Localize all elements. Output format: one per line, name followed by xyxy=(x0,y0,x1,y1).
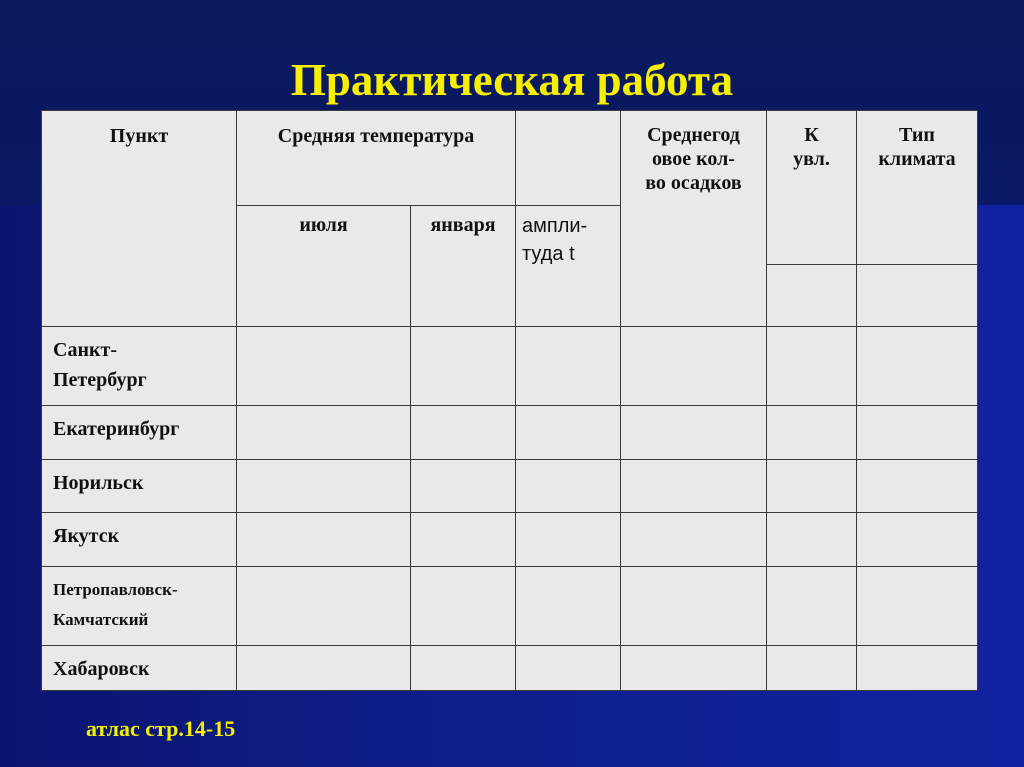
climate-type-cell[interactable] xyxy=(857,646,978,691)
header-avg-temp-label: Средняя температура xyxy=(277,125,475,147)
july-cell[interactable] xyxy=(237,460,411,513)
amplitude-cell[interactable] xyxy=(516,567,621,646)
header-k-line1: К xyxy=(804,124,819,146)
city-name-line1: Санкт- xyxy=(53,339,117,361)
july-cell[interactable] xyxy=(237,567,411,646)
amplitude-cell[interactable] xyxy=(516,513,621,567)
precipitation-cell[interactable] xyxy=(621,406,767,460)
july-cell[interactable] xyxy=(237,406,411,460)
city-cell xyxy=(42,406,237,460)
table-row xyxy=(42,567,978,646)
table-row xyxy=(42,327,978,406)
july-cell[interactable] xyxy=(237,513,411,567)
city-name: Норильск xyxy=(53,472,144,494)
city-cell xyxy=(42,460,237,513)
city-name: Якутск xyxy=(53,525,120,547)
january-cell[interactable] xyxy=(411,646,516,691)
k-uvl-cell[interactable] xyxy=(767,327,857,406)
header-precipitation xyxy=(621,111,767,327)
header-punkt xyxy=(42,111,237,327)
header-type-line1: Тип xyxy=(899,124,935,146)
july-cell[interactable] xyxy=(237,327,411,406)
header-avg-temp xyxy=(237,111,516,206)
header-january-label: января xyxy=(430,214,496,236)
climate-type-cell[interactable] xyxy=(857,460,978,513)
climate-type-cell[interactable] xyxy=(857,327,978,406)
header-precip-line1: Среднегод xyxy=(647,124,740,146)
precipitation-cell[interactable] xyxy=(621,460,767,513)
k-uvl-cell[interactable] xyxy=(767,460,857,513)
table-row xyxy=(42,460,978,513)
city-cell xyxy=(42,646,237,691)
header-type-line2: климата xyxy=(878,148,956,170)
table-row xyxy=(42,406,978,460)
july-cell[interactable] xyxy=(237,646,411,691)
climate-type-cell[interactable] xyxy=(857,406,978,460)
january-cell[interactable] xyxy=(411,406,516,460)
city-name: Екатеринбург xyxy=(53,418,180,440)
amplitude-cell[interactable] xyxy=(516,327,621,406)
precipitation-cell[interactable] xyxy=(621,646,767,691)
header-type-sub-cell[interactable] xyxy=(857,265,978,327)
header-amplitude-line1: ампли- xyxy=(522,215,588,237)
table-row xyxy=(42,513,978,567)
january-cell[interactable] xyxy=(411,327,516,406)
city-name-line1: Петропавловск- xyxy=(53,580,178,599)
city-name-line2: Камчатский xyxy=(53,610,149,629)
climate-type-cell[interactable] xyxy=(857,567,978,646)
city-name: Хабаровск xyxy=(53,658,150,680)
january-cell[interactable] xyxy=(411,513,516,567)
table-row xyxy=(42,646,978,691)
january-cell[interactable] xyxy=(411,460,516,513)
amplitude-cell[interactable] xyxy=(516,460,621,513)
k-uvl-cell[interactable] xyxy=(767,567,857,646)
city-cell xyxy=(42,567,237,646)
climate-type-cell[interactable] xyxy=(857,513,978,567)
header-july-label: июля xyxy=(299,214,348,236)
k-uvl-cell[interactable] xyxy=(767,406,857,460)
precipitation-cell[interactable] xyxy=(621,513,767,567)
precipitation-cell[interactable] xyxy=(621,567,767,646)
header-amplitude-line2: туда t xyxy=(522,243,575,265)
header-k-uvl xyxy=(767,111,857,265)
climate-table xyxy=(41,110,978,691)
precipitation-cell[interactable] xyxy=(621,327,767,406)
header-july xyxy=(237,206,411,327)
amplitude-cell[interactable] xyxy=(516,406,621,460)
header-precip-line2: овое кол- xyxy=(652,148,735,170)
atlas-reference: атлас стр.14-15 xyxy=(86,716,236,741)
header-precip-line3: во осадков xyxy=(645,172,742,194)
header-climate-type xyxy=(857,111,978,265)
header-k-sub-cell[interactable] xyxy=(767,265,857,327)
header-punkt-label: Пункт xyxy=(109,125,169,147)
slide-title: Практическая работа xyxy=(290,55,734,105)
header-january xyxy=(411,206,516,327)
header-amplitude xyxy=(516,206,621,327)
city-cell xyxy=(42,327,237,406)
amplitude-cell[interactable] xyxy=(516,646,621,691)
city-name-line2: Петербург xyxy=(53,369,147,391)
january-cell[interactable] xyxy=(411,567,516,646)
k-uvl-cell[interactable] xyxy=(767,513,857,567)
k-uvl-cell[interactable] xyxy=(767,646,857,691)
city-cell xyxy=(42,513,237,567)
header-k-line2: увл. xyxy=(793,148,830,170)
header-blank-cell[interactable] xyxy=(516,111,621,206)
